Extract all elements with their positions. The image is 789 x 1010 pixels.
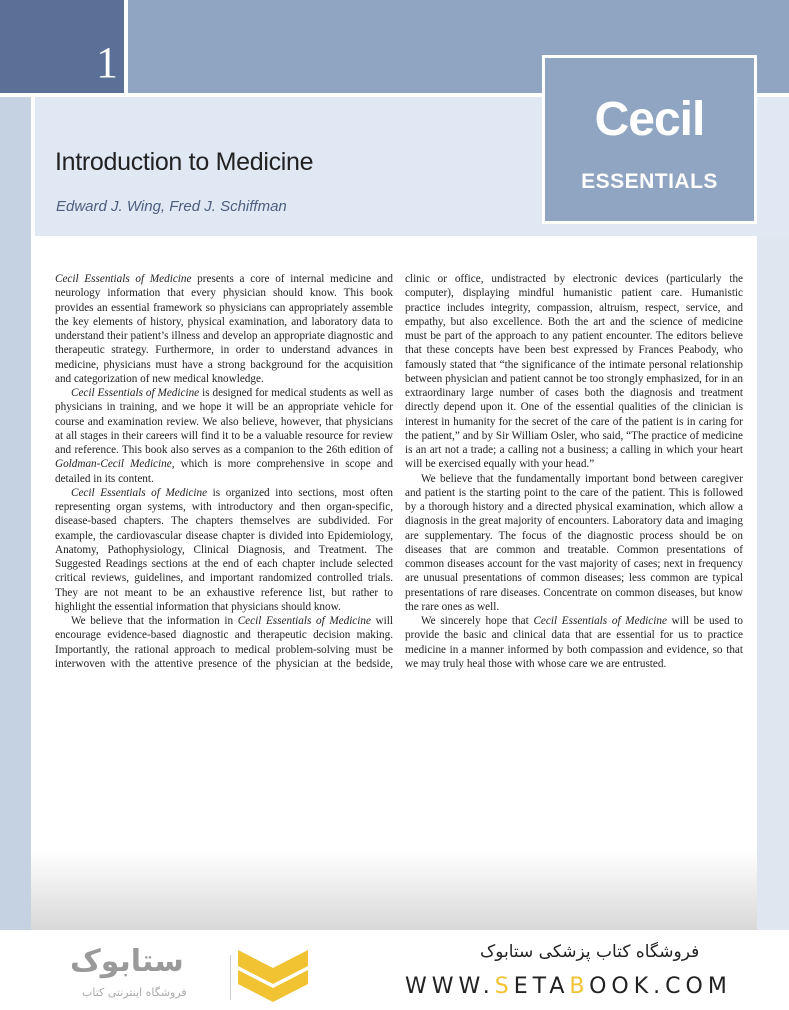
store-name: فروشگاه کتاب پزشکی ستابوک — [480, 942, 700, 962]
paragraph-text: is organized into sections, most often representing organ systems, with introductory and then organ-specific, disease-based chapters. The chapters themselves are subdivided. For example, the cardiovascular disease chapter is divided into Epidemiology, Anatomy, Pathophysiology, Clinical Diagnosis, and Treatment. The Suggested Readings sections at the end of each chapter include selected critical reviews, guidelines, and important randomized controlled trials. They are not meant to be an exhaustive reference list, but rather to highlight the essential information that physicians should know. — [55, 486, 393, 613]
paragraph-text: will be used to provide the basic and clinical data that are essential for us to practice medicine in a manner informed by both compassion and evidence, so that we may truly heal those with whose care we are entrusted. — [405, 615, 743, 670]
body-paragraph — [55, 486, 393, 614]
cecil-essentials-logo — [542, 55, 757, 224]
paragraph-text: presents a core of internal medicine and neurology information that every physician should know. This book provides an essential framework so physicians can appropriately assemble the key elements of history, physical examination, and laboratory data to understand their patient’s illness and develop an appropriate diagnostic and therapeutic strategy. Furthermore, in order to understand advances in medicine, physicians must have a strong background for the acquisition and categorization of new medical knowledge. — [55, 273, 393, 385]
italic-title-text: Cecil Essentials of Medicine — [237, 615, 371, 627]
url-part-highlight: S — [494, 974, 514, 999]
chevron-logo-icon — [238, 950, 308, 1002]
paragraph-text: is designed for medical students as well as physicians in training, and we hope it will be an appropriate vehicle for course and examination review. We also believe, however, that physicians at all stages in their careers will find it to be a valuable resource for review and reference. This book also serves as a companion to the 26th edition of — [55, 387, 393, 456]
logo-line-cecil: Cecil — [594, 93, 705, 146]
chapter-number-block — [0, 0, 124, 93]
paragraph-text: will encourage evidence-based diagnostic and therapeutic decision making. Importantly, the rational approach to medical problem-solving must be interwoven with the attentive presence of the physician at the bedside, clinic or office, undistracted by electronic devices (particularly the computer), displaying mindful humanistic patient care. Humanistic practice includes integrity, compassion, altruism, respect, service, and empathy, but also excellence. Both the art and the science of medicine must be part of the approach to any patient encounter. The editors believe that these concepts have been best expressed by Frances Peabody, who famously stated that “the significance of the intimate personal relationship between physician and patient cannot be too strongly emphasized, for in an extraordinary large number of cases both the diagnosis and treatment directly depend upon it. One of the essential qualities of the clinician is interest in humanity for the secret of the care of the patient is in caring for the patient,” and by Sir William Osler, who said, “The practice of medicine is an art not a trade; a calling not a business; a calling in which your heart will be exercised equally with your head.” — [55, 273, 743, 670]
url-part: ETA — [513, 974, 570, 999]
chapter-number: 1 — [96, 38, 118, 87]
chapter-authors: Edward J. Wing, Fred J. Schiffman — [56, 198, 287, 215]
url-part: OOK.COM — [589, 974, 732, 999]
body-paragraph — [55, 386, 393, 486]
store-url[interactable] — [405, 974, 732, 999]
url-part-highlight: B — [569, 974, 590, 999]
url-part: WWW. — [405, 974, 495, 999]
body-text — [55, 272, 743, 671]
body-paragraph — [55, 272, 393, 386]
italic-title-text: Cecil Essentials of Medicine — [55, 273, 192, 285]
left-margin-strip — [0, 97, 31, 1010]
paragraph-text: We sincerely hope that — [421, 615, 534, 627]
paragraph-text: which is more comprehensive in scope and detailed in its content. — [55, 458, 393, 485]
italic-title-text: Cecil Essentials of Medicine — [71, 387, 200, 399]
logo-line-essentials: ESSENTIALS — [581, 170, 718, 193]
bottom-fade — [31, 850, 757, 930]
body-paragraph — [405, 472, 743, 615]
paragraph-text: We believe that the fundamentally important bond between caregiver and patient is the starting point to the care of the patient. This is followed by a thorough history and a directed physical examination, which allow a diagnosis in the great majority of encounters. Laboratory data and imaging are supplementary. The focus of the diagnostic process should be on diseases that are common and treatable. Common presentations of common diseases account for the vast majority of cases; next in frequency are unusual presentations of common diseases; less common are typical presentations of rare diseases. Concentrate on common diseases, but know the rare ones as well. — [405, 472, 743, 613]
footer-divider — [230, 955, 231, 1000]
body-paragraph — [405, 614, 743, 671]
setabook-logo-subtitle: فروشگاه اینترنتی کتاب — [82, 986, 187, 999]
italic-title-text: Goldman-Cecil Medicine, — [55, 458, 175, 471]
paragraph-text: We believe that the information in — [71, 615, 238, 627]
setabook-logo-text: ستابوک — [70, 944, 184, 979]
italic-title-text: Cecil Essentials of Medicine — [533, 615, 667, 627]
chapter-title: Introduction to Medicine — [55, 148, 314, 176]
italic-title-text: Cecil Essentials of Medicine — [71, 486, 208, 499]
